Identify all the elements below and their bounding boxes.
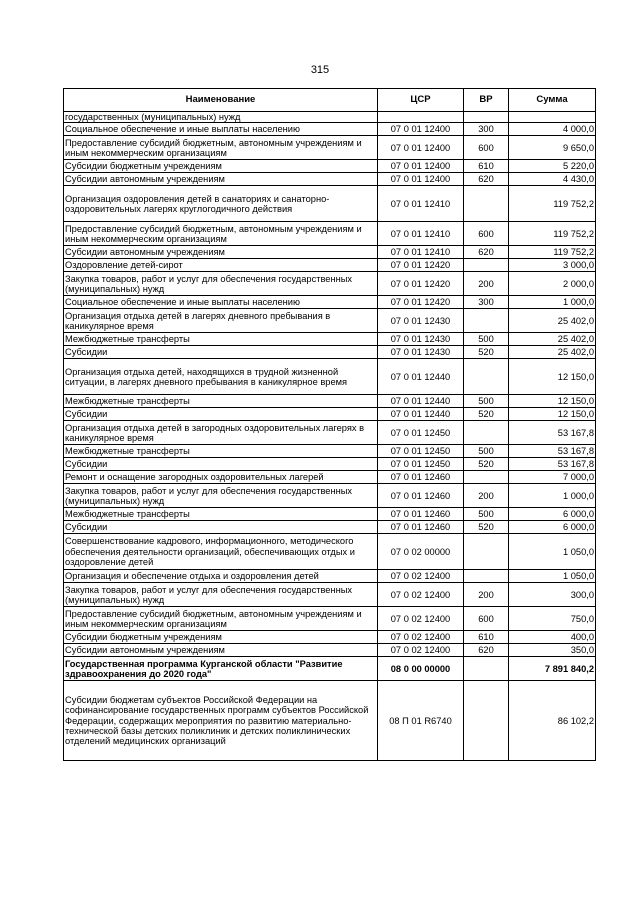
cell-name: Предоставление субсидий бюджетным, автономным учреждениям и иным некоммерческим организациям [64,136,378,160]
cell-vr: 200 [464,583,509,607]
cell-sum: 7 000,0 [509,471,596,484]
table-row [64,408,596,421]
cell-vr: 500 [464,333,509,346]
cell-csr: 07 0 02 12400 [378,570,464,583]
cell-vr [464,681,509,761]
table-row [64,246,596,259]
cell-csr: 07 0 01 12440 [378,395,464,408]
cell-vr: 200 [464,484,509,508]
cell-sum: 12 150,0 [509,395,596,408]
cell-csr: 07 0 02 12400 [378,583,464,607]
cell-csr: 07 0 02 12400 [378,607,464,631]
table-row [64,570,596,583]
cell-sum: 25 402,0 [509,346,596,359]
cell-name: Социальное обеспечение и иные выплаты населению [64,123,378,136]
cell-name: Субсидии бюджетным учреждениям [64,160,378,173]
cell-csr: 08 П 01 R6740 [378,681,464,761]
cell-sum: 12 150,0 [509,408,596,421]
cell-vr [464,309,509,333]
cell-vr: 300 [464,123,509,136]
cell-vr [464,359,509,395]
budget-table [63,88,596,761]
cell-sum: 300,0 [509,583,596,607]
table-row [64,521,596,534]
cell-vr: 520 [464,521,509,534]
cell-csr: 07 0 01 12450 [378,445,464,458]
cell-csr: 07 0 01 12430 [378,346,464,359]
cell-name: Государственная программа Курганской области "Развитие здравоохранения до 2020 года" [64,657,378,681]
table-row [64,471,596,484]
table-row [64,160,596,173]
table-header-row [64,89,596,112]
cell-vr: 520 [464,408,509,421]
cell-vr: 620 [464,644,509,657]
cell-sum: 86 102,2 [509,681,596,761]
cell-sum: 7 891 840,2 [509,657,596,681]
cell-sum: 9 650,0 [509,136,596,160]
cell-vr [464,112,509,123]
cell-csr: 07 0 01 12400 [378,173,464,186]
cell-vr: 600 [464,607,509,631]
table-row [64,657,596,681]
cell-csr: 07 0 01 12410 [378,186,464,222]
cell-csr: 07 0 01 12400 [378,160,464,173]
cell-csr: 07 0 01 12460 [378,521,464,534]
cell-csr: 07 0 01 12460 [378,471,464,484]
header-name: Наименование [64,89,378,112]
cell-name: Межбюджетные трансферты [64,395,378,408]
table-row [64,583,596,607]
cell-name: Закупка товаров, работ и услуг для обеспечения государственных (муниципальных) нужд [64,272,378,296]
cell-csr: 07 0 01 12430 [378,309,464,333]
table-row [64,644,596,657]
cell-name: Оздоровление детей-сирот [64,259,378,272]
cell-name: государственных (муниципальных) нужд [64,112,378,123]
cell-csr: 07 0 02 12400 [378,631,464,644]
cell-vr: 600 [464,136,509,160]
cell-csr: 07 0 01 12440 [378,408,464,421]
cell-sum: 53 167,8 [509,445,596,458]
table-row [64,136,596,160]
cell-vr [464,259,509,272]
cell-name: Предоставление субсидий бюджетным, автономным учреждениям и иным некоммерческим организациям [64,607,378,631]
cell-name: Субсидии [64,521,378,534]
table-row [64,681,596,761]
table-row [64,631,596,644]
cell-sum: 53 167,8 [509,421,596,445]
cell-vr [464,421,509,445]
cell-sum: 5 220,0 [509,160,596,173]
table-row [64,458,596,471]
cell-vr: 200 [464,272,509,296]
cell-sum: 12 150,0 [509,359,596,395]
cell-name: Совершенствование кадрового, информационного, методического обеспечения деятельности организаций, обеспечивающих отдых и оздоровление детей [64,534,378,570]
cell-csr: 07 0 01 12410 [378,246,464,259]
cell-csr: 07 0 02 12400 [378,644,464,657]
cell-name: Организация оздоровления детей в санаториях и санаторно-оздоровительных лагерях круглогодичного действия [64,186,378,222]
cell-name: Межбюджетные трансферты [64,445,378,458]
table-row [64,607,596,631]
cell-sum: 6 000,0 [509,508,596,521]
table-row [64,346,596,359]
cell-vr: 600 [464,222,509,246]
cell-sum: 1 050,0 [509,570,596,583]
cell-sum: 3 000,0 [509,259,596,272]
cell-name: Субсидии автономным учреждениям [64,246,378,259]
cell-sum [509,112,596,123]
cell-name: Организация и обеспечение отдыха и оздоровления детей [64,570,378,583]
cell-vr: 620 [464,173,509,186]
table-row [64,259,596,272]
table-row [64,395,596,408]
cell-vr [464,570,509,583]
cell-name: Закупка товаров, работ и услуг для обеспечения государственных (муниципальных) нужд [64,583,378,607]
cell-vr: 500 [464,395,509,408]
table-row [64,445,596,458]
cell-vr: 610 [464,631,509,644]
cell-sum: 1 050,0 [509,534,596,570]
cell-csr: 07 0 01 12440 [378,359,464,395]
cell-name: Межбюджетные трансферты [64,508,378,521]
cell-name: Организация отдыха детей в лагерях дневного пребывания в каникулярное время [64,309,378,333]
cell-sum: 2 000,0 [509,272,596,296]
cell-csr: 07 0 01 12420 [378,272,464,296]
table-row [64,296,596,309]
cell-name: Предоставление субсидий бюджетным, автономным учреждениям и иным некоммерческим организациям [64,222,378,246]
cell-name: Субсидии бюджетам субъектов Российской Федерации на софинансирование государственных программ субъектов Российской Федерации, содержащих мероприятия по развитию материально-технической базы детских поликлиник и детских поликлинических отделений медицинских организаций [64,681,378,761]
table-row [64,359,596,395]
cell-csr: 07 0 01 12460 [378,508,464,521]
cell-vr: 500 [464,445,509,458]
cell-name: Социальное обеспечение и иные выплаты населению [64,296,378,309]
table-row [64,123,596,136]
table-row [64,272,596,296]
cell-csr: 08 0 00 00000 [378,657,464,681]
cell-name: Субсидии автономным учреждениям [64,644,378,657]
cell-csr: 07 0 01 12400 [378,123,464,136]
cell-name: Закупка товаров, работ и услуг для обеспечения государственных (муниципальных) нужд [64,484,378,508]
header-sum: Сумма [509,89,596,112]
cell-vr [464,186,509,222]
header-csr: ЦСР [378,89,464,112]
cell-sum: 25 402,0 [509,309,596,333]
cell-csr: 07 0 01 12430 [378,333,464,346]
table-row [64,484,596,508]
table-row [64,186,596,222]
cell-csr: 07 0 01 12450 [378,421,464,445]
cell-vr [464,534,509,570]
table-row [64,333,596,346]
cell-csr [378,112,464,123]
cell-sum: 4 000,0 [509,123,596,136]
table-row [64,534,596,570]
page-number: 315 [310,64,330,76]
table-row [64,173,596,186]
cell-sum: 750,0 [509,607,596,631]
cell-name: Субсидии бюджетным учреждениям [64,631,378,644]
cell-csr: 07 0 01 12420 [378,296,464,309]
cell-name: Организация отдыха детей в загородных оздоровительных лагерях в каникулярное время [64,421,378,445]
cell-vr: 610 [464,160,509,173]
cell-sum: 1 000,0 [509,484,596,508]
table-row [64,421,596,445]
cell-vr: 620 [464,246,509,259]
cell-vr: 500 [464,508,509,521]
cell-sum: 1 000,0 [509,296,596,309]
table-row [64,508,596,521]
cell-sum: 350,0 [509,644,596,657]
cell-name: Ремонт и оснащение загородных оздоровительных лагерей [64,471,378,484]
cell-sum: 53 167,8 [509,458,596,471]
cell-sum: 119 752,2 [509,246,596,259]
cell-vr: 520 [464,346,509,359]
cell-csr: 07 0 01 12420 [378,259,464,272]
cell-csr: 07 0 01 12400 [378,136,464,160]
cell-name: Субсидии [64,458,378,471]
cell-vr: 300 [464,296,509,309]
cell-name: Межбюджетные трансферты [64,333,378,346]
table-row [64,222,596,246]
cell-sum: 119 752,2 [509,186,596,222]
cell-vr [464,657,509,681]
cell-csr: 07 0 01 12410 [378,222,464,246]
cell-name: Субсидии [64,408,378,421]
table-row [64,309,596,333]
table-row [64,112,596,123]
cell-vr: 520 [464,458,509,471]
table-body [64,112,596,761]
cell-name: Организация отдыха детей, находящихся в трудной жизненной ситуации, в лагерях дневного пребывания в каникулярное время [64,359,378,395]
cell-vr [464,471,509,484]
cell-sum: 25 402,0 [509,333,596,346]
header-vr: ВР [464,89,509,112]
cell-name: Субсидии автономным учреждениям [64,173,378,186]
cell-sum: 6 000,0 [509,521,596,534]
cell-csr: 07 0 01 12450 [378,458,464,471]
cell-csr: 07 0 01 12460 [378,484,464,508]
cell-csr: 07 0 02 00000 [378,534,464,570]
cell-name: Субсидии [64,346,378,359]
cell-sum: 400,0 [509,631,596,644]
cell-sum: 119 752,2 [509,222,596,246]
cell-sum: 4 430,0 [509,173,596,186]
